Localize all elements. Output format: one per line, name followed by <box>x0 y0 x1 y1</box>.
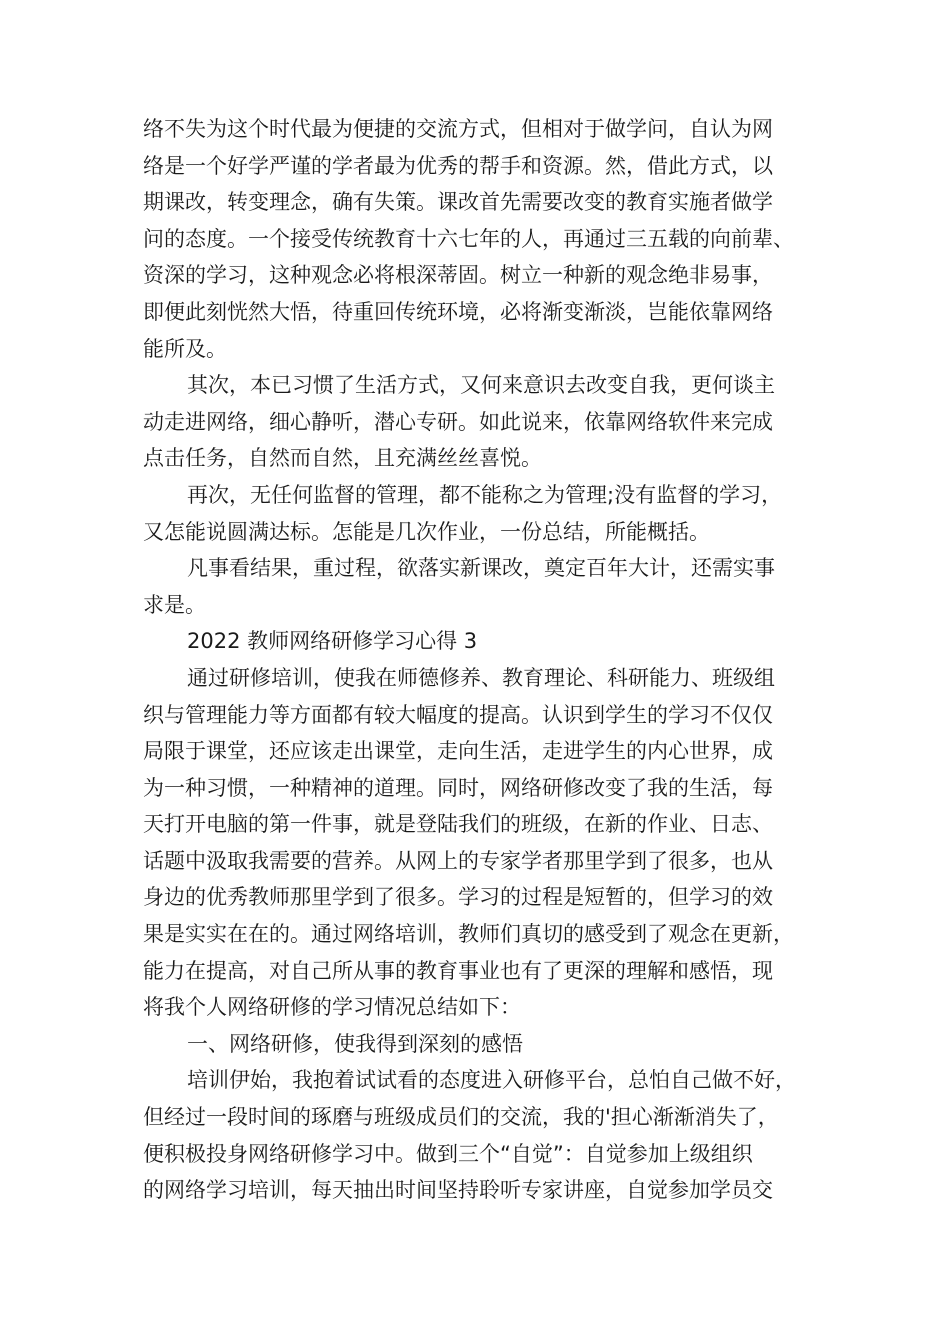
text-line: 点击任务，自然而自然，且充满丝丝喜悦。 <box>143 446 542 471</box>
text-line: 期课改，转变理念，确有失策。课改首先需要改变的教育实施者做学 <box>143 190 773 215</box>
paragraph-first-line: 凡事看结果，重过程，欲落实新课改，奠定百年大计，还需实事 <box>187 556 775 581</box>
section-heading: 2022 教师网络研修学习心得 3 <box>187 629 478 654</box>
text-line: 能所及。 <box>143 336 227 361</box>
text-line: 便积极投身网络研修学习中。做到三个“自觉”：自觉参加上级组织 <box>143 1141 753 1166</box>
subsection-heading: 一、网络研修，使我得到深刻的感悟 <box>187 1031 523 1056</box>
text-line: 求是。 <box>143 592 206 617</box>
text-line: 果是实实在在的。通过网络培训，教师们真切的感受到了观念在更新， <box>143 922 794 947</box>
text-line: 但经过一段时间的琢磨与班级成员们的交流，我的'担心渐渐消失了， <box>143 1105 779 1130</box>
text-line: 将我个人网络研修的学习情况总结如下： <box>143 995 521 1020</box>
text-line: 的网络学习培训，每天抽出时间坚持聆听专家讲座，自觉参加学员交 <box>143 1178 773 1203</box>
text-line: 话题中汲取我需要的营养。从网上的专家学者那里学到了很多，也从 <box>143 848 773 873</box>
text-line: 织与管理能力等方面都有较大幅度的提高。认识到学生的学习不仅仅 <box>143 702 773 727</box>
text-line: 身边的优秀教师那里学到了很多。学习的过程是短暂的，但学习的效 <box>143 885 773 910</box>
text-line: 能力在提高，对自己所从事的教育事业也有了更深的理解和感悟，现 <box>143 958 773 983</box>
text-line: 络是一个好学严谨的学者最为优秀的帮手和资源。然，借此方式，以 <box>143 153 773 178</box>
text-line: 即便此刻恍然大悟，待重回传统环境，必将渐变渐淡，岂能依靠网络 <box>143 299 773 324</box>
text-line: 络不失为这个时代最为便捷的交流方式，但相对于做学问，自认为网 <box>143 117 773 141</box>
body-text <box>143 111 833 1209</box>
text-line: 为一种习惯，一种精神的道理。同时，网络研修改变了我的生活，每 <box>143 775 773 800</box>
paragraph-first-line: 其次，本已习惯了生活方式，又何来意识去改变自我，更何谈主 <box>187 373 775 398</box>
text-line: 资深的学习，这种观念必将根深蒂固。树立一种新的观念绝非易事， <box>143 263 773 288</box>
text-line: 问的态度。一个接受传统教育十六七年的人，再通过三五载的向前辈、 <box>143 226 794 251</box>
text-line: 天打开电脑的第一件事，就是登陆我们的班级，在新的作业、日志、 <box>143 812 773 837</box>
paragraph-first-line: 通过研修培训，使我在师德修养、教育理论、科研能力、班级组 <box>187 665 775 690</box>
paragraph-first-line: 培训伊始，我抱着试试看的态度进入研修平台，总怕自己做不好， <box>187 1068 796 1093</box>
paragraph-first-line: 再次，无任何监督的管理，都不能称之为管理;没有监督的学习， <box>187 482 783 507</box>
text-line: 局限于课堂，还应该走出课堂，走向生活，走进学生的内心世界，成 <box>143 739 773 764</box>
text-line: 动走进网络，细心静听，潜心专研。如此说来，依靠网络软件来完成 <box>143 409 773 434</box>
text-line: 又怎能说圆满达标。怎能是几次作业，一份总结，所能概括。 <box>143 519 710 544</box>
